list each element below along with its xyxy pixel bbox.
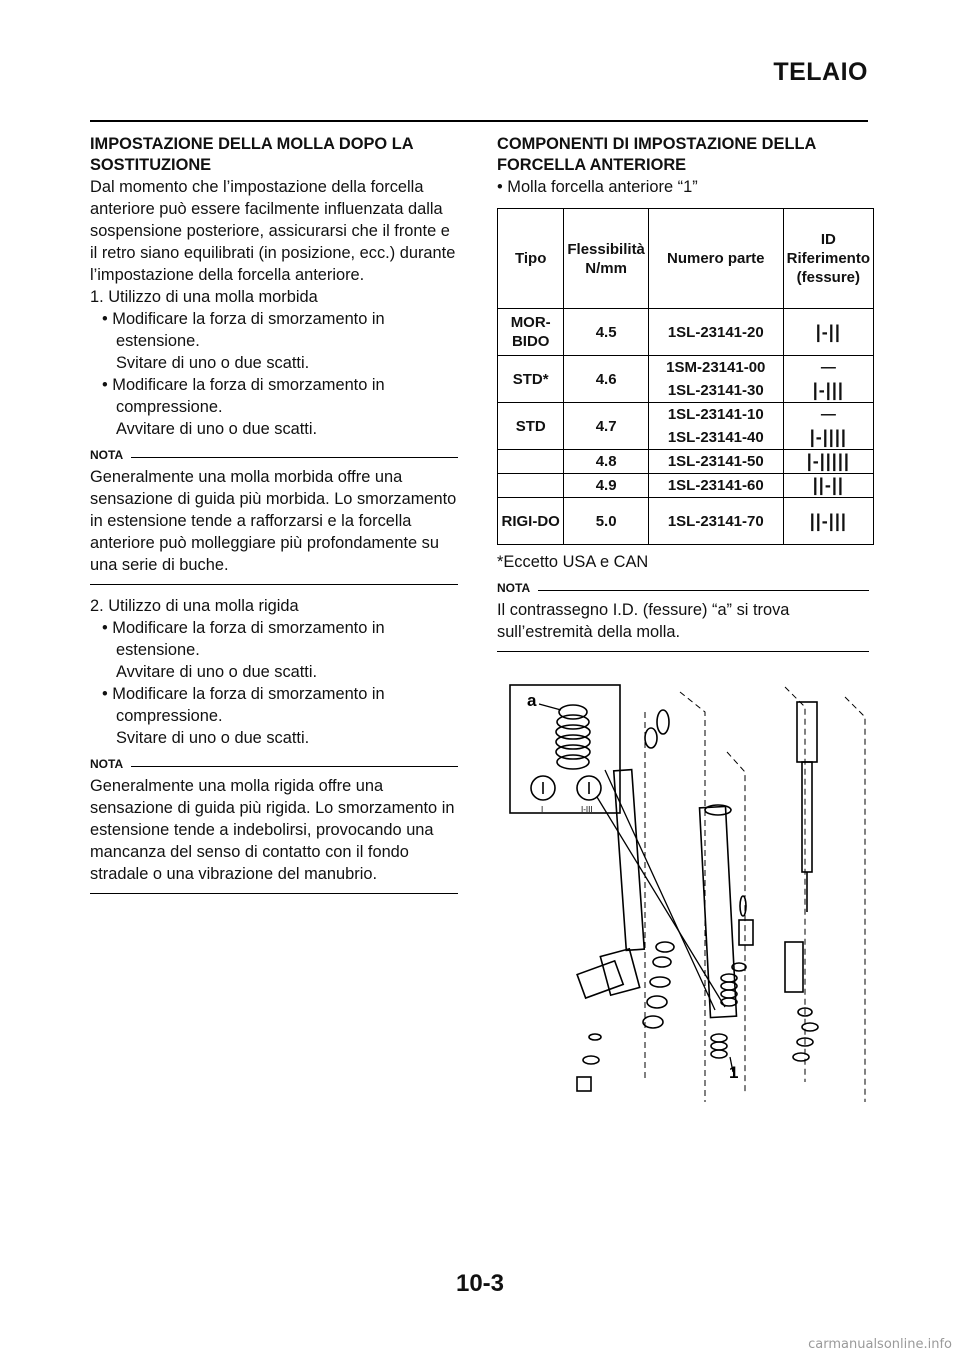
table-row: 4.8 1SL-23141-50 |-||||| xyxy=(498,450,874,474)
step-1-bullet-2: • Modificare la forza di smorzamento in compressione. xyxy=(102,376,385,416)
nota-right-text: Il contrassegno I.D. (fessure) “a” si trova sull’estremità della molla. xyxy=(497,601,790,641)
spring-detail-icon xyxy=(556,705,590,769)
table-header-row xyxy=(498,209,874,309)
col-header-tipo: Tipo xyxy=(498,209,564,309)
section-heading-spring-setting: IMPOSTAZIONE DELLA MOLLA DOPO LA SOSTITUZIONE xyxy=(90,135,413,174)
header-rule xyxy=(90,120,868,122)
intro-paragraph: Dal momento che l’impostazione della forcella anteriore può essere facilmente influenzata dalla sospensione posteriore, assicurarsi che il fronte e il retro siano equilibrati (in posizione, ecc.) durante l’impostazione della forcella anteriore. xyxy=(90,178,456,284)
table-row: RIGI-DO 5.0 1SL-23141-70 ||-||| xyxy=(498,498,874,545)
left-column xyxy=(90,134,458,904)
table-row: 1SL-23141-40 |-|||| xyxy=(498,426,874,450)
step-2-bullet-2-sub: Svitare di uno o due scatti. xyxy=(116,729,310,747)
col-header-flessibilita: Flessibilità N/mm xyxy=(564,209,649,309)
right-column xyxy=(497,134,869,662)
outer-tube-icon xyxy=(577,770,644,998)
diagram-label-i: I xyxy=(541,805,544,814)
step-1: 1. Utilizzo di una molla morbida xyxy=(90,288,318,306)
table-row: 4.9 1SL-23141-60 ||-|| xyxy=(498,474,874,498)
table-row: STD* 4.6 1SM-23141-00 — xyxy=(498,356,874,380)
table-row: 1SL-23141-30 |-||| xyxy=(498,379,874,403)
page-number: 10-3 xyxy=(455,1270,505,1297)
fork-exploded-diagram xyxy=(505,682,875,1108)
nota-heading: NOTA xyxy=(90,448,458,462)
step-1-bullet-1-sub: Svitare di uno o due scatti. xyxy=(116,354,310,372)
step-2: 2. Utilizzo di una molla rigida xyxy=(90,597,299,615)
step-2-bullet-2: • Modificare la forza di smorzamento in compressione. xyxy=(102,685,385,725)
spring-bullet: • Molla forcella anteriore “1” xyxy=(497,178,698,196)
diagram-label-i-iii: I-III xyxy=(581,805,593,814)
divider xyxy=(497,651,869,652)
nota-1-text: Generalmente una molla morbida offre una sensazione di guida più morbida. Lo smorzamento in estensione tende a rafforzarsi e la forcella anteriore può molleggiare più profondamente su una serie di buche. xyxy=(90,468,457,574)
divider xyxy=(90,893,458,894)
step-2-bullet-1: • Modificare la forza di smorzamento in estensione. xyxy=(102,619,385,659)
diagram-label-a: a xyxy=(527,691,537,710)
page-title: TELAIO xyxy=(773,58,868,86)
spring-spec-table xyxy=(497,208,874,545)
step-1-bullet-2-sub: Avvitare di uno o due scatti. xyxy=(116,420,318,438)
step-2-bullet-1-sub: Avvitare di uno o due scatti. xyxy=(116,663,318,681)
step-1-bullet-1: • Modificare la forza di smorzamento in estensione. xyxy=(102,310,385,350)
small-parts-icon xyxy=(577,710,818,1091)
section-heading-components: COMPONENTI DI IMPOSTAZIONE DELLA FORCELLA ANTERIORE xyxy=(497,135,816,174)
table-footnote: *Eccetto USA e CAN xyxy=(497,553,649,571)
col-header-id-riferimento: ID Riferimento (fessure) xyxy=(783,209,873,309)
diagram-label-1: 1 xyxy=(729,1063,739,1082)
nota-heading-2: NOTA xyxy=(90,757,458,771)
table-row: STD 4.7 1SL-23141-10 — xyxy=(498,403,874,427)
divider xyxy=(90,584,458,585)
watermark: carmanualsonline.info xyxy=(808,1337,952,1352)
nota-heading-right: NOTA xyxy=(497,581,869,595)
col-header-numero-parte: Numero parte xyxy=(648,209,783,309)
nota-2-text: Generalmente una molla rigida offre una sensazione di guida più rigida. Lo smorzamento in estensione tende a indebolirsi, provocando una mancanza del senso di contatto con il fondo stradale o una vibrazione del manubrio. xyxy=(90,777,455,883)
table-row: MOR-BIDO 4.5 1SL-23141-20 |-|| xyxy=(498,309,874,356)
damper-rod-icon xyxy=(797,702,817,912)
